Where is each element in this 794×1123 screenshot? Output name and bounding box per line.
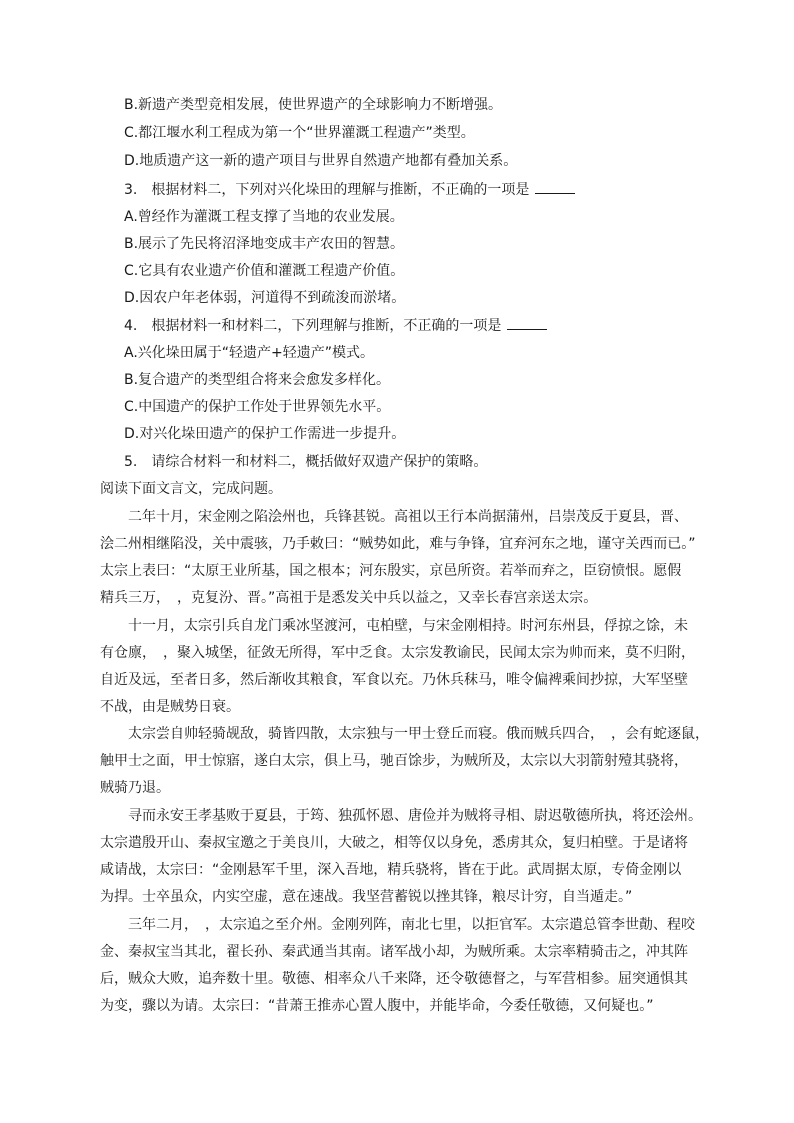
q4-option-c: C.中国遗产的保护工作处于世界领先水平。 [124, 399, 391, 415]
passage-p1-line: 太宗上表曰：“太原王业所基，国之根本；河东殷实，京邑所资。若举而弃之，臣窃愤恨。愿假 [100, 563, 682, 579]
passage-p2-line: 不战，由是贼势日衰。 [100, 699, 240, 715]
passage-p2-line: 自近及远，至者日多，然后渐收其粮食，军食以充。乃休兵秣马，唯令偏裨乘间抄掠，大军坚壁 [100, 672, 688, 688]
passage-p5-line: 后，贼众大败，追奔数十里。敬德、相率众八千来降，还令敬德督之，与军营相参。屈突通惧其 [100, 971, 688, 987]
answer-blank [507, 316, 547, 330]
passage-p3-line: 太宗尝自帅轻骑觇敌，骑皆四散，太宗独与一甲士登丘而寝。俄而贼兵四合， ，会有蛇逐鼠， [128, 726, 709, 742]
passage-p5-line: 金、秦叔宝当其北，翟长孙、秦武通当其南。诸军战小却，为贼所乘。太宗率精骑击之，冲其阵 [100, 944, 688, 960]
answer-blank [535, 180, 575, 194]
q3-option-b: B.展示了先民将沼泽地变成丰产农田的智慧。 [124, 236, 405, 252]
passage-p2-line: 十一月，太宗引兵自龙门乘冰坚渡河，屯柏壁，与宋金刚相持。时河东州县，俘掠之馀，未 [128, 618, 688, 634]
q5-stem: 5. 请综合材料一和材料二，概括做好双遗产保护的策略。 [124, 454, 488, 470]
passage-p1-line: 二年十月，宋金刚之陷浍州也，兵锋甚锐。高祖以王行本尚据蒲州，吕崇茂反于夏县，晋、 [128, 509, 688, 525]
q3-stem-text: 3. 根据材料二，下列对兴化垛田的理解与推断，不正确的一项是 [124, 182, 530, 198]
passage-p4-line: 寻而永安王孝基败于夏县，于筠、独孤怀恩、唐俭并为贼将寻相、尉迟敬德所执，将还浍州。 [128, 808, 702, 824]
q2-option-c: C.都江堰水利工程成为第一个“世界灌溉工程遗产”类型。 [124, 125, 475, 141]
q3-option-d: D.因农户年老体弱，河道得不到疏浚而淤堵。 [124, 290, 406, 306]
q4-stem [124, 316, 547, 335]
passage-p3-line: 贼骑乃退。 [100, 780, 170, 796]
q2-option-d: D.地质遗产这一新的遗产项目与世界自然遗产地都有叠加关系。 [124, 153, 518, 169]
passage-p3-line: 触甲士之面，甲士惊寤，遂白太宗，俱上马，驰百馀步，为贼所及，太宗以大羽箭射殪其骁将， [100, 753, 688, 769]
passage-p1-line: 精兵三万， ，克复汾、晋。”高祖于是悉发关中兵以益之，又幸长春宫亲送太宗。 [100, 590, 598, 606]
passage-p5-line: 三年二月， ，太宗追之至介州。金刚列阵，南北七里，以拒官军。太宗遣总管李世勣、程咬 [128, 917, 695, 933]
q3-option-a: A.曾经作为灌溉工程支撑了当地的农业发展。 [124, 209, 404, 225]
q3-option-c: C.它具有农业遗产价值和灌溉工程遗产价值。 [124, 263, 405, 279]
q4-option-d: D.对兴化垛田遗产的保护工作需进一步提升。 [124, 426, 406, 442]
q4-option-a: A.兴化垛田属于“轻遗产+轻遗产”模式。 [124, 345, 375, 361]
passage-p4-line: 咸请战，太宗曰：“金刚悬军千里，深入吾地，精兵骁将，皆在于此。武周据太原，专倚金刚以 [100, 862, 682, 878]
passage-p4-line: 太宗遣殷开山、秦叔宝邀之于美良川，大破之，相等仅以身免，悉虏其众，复归柏壁。于是诸将 [100, 835, 688, 851]
passage-p2-line: 有仓廪， ，聚入城堡，征敛无所得，军中乏食。太宗发教谕民，民闻太宗为帅而来，莫不归附， [100, 645, 695, 661]
q2-option-b: B.新遗产类型竞相发展，使世界遗产的全球影响力不断增强。 [124, 97, 503, 113]
q4-option-b: B.复合遗产的类型组合将来会愈发多样化。 [124, 372, 391, 388]
passage-p1-line: 浍二州相继陷没，关中震骇，乃手敕曰：“贼势如此，难与争锋，宜弃河东之地，谨守关西而已。” [100, 536, 696, 552]
q3-stem [124, 180, 575, 199]
q4-stem-text: 4. 根据材料一和材料二，下列理解与推断，不正确的一项是 [124, 318, 502, 334]
passage-p4-line: 为捍。士卒虽众，内实空虚，意在速战。我坚营蓄锐以挫其锋，粮尽计穷，自当遁走。” [100, 889, 633, 905]
section-intro: 阅读下面文言文，完成问题。 [100, 481, 282, 497]
passage-p5-line: 为变，骤以为请。太宗曰：“昔萧王推赤心置人腹中，并能毕命，今委任敬德，又何疑也。” [100, 998, 654, 1014]
